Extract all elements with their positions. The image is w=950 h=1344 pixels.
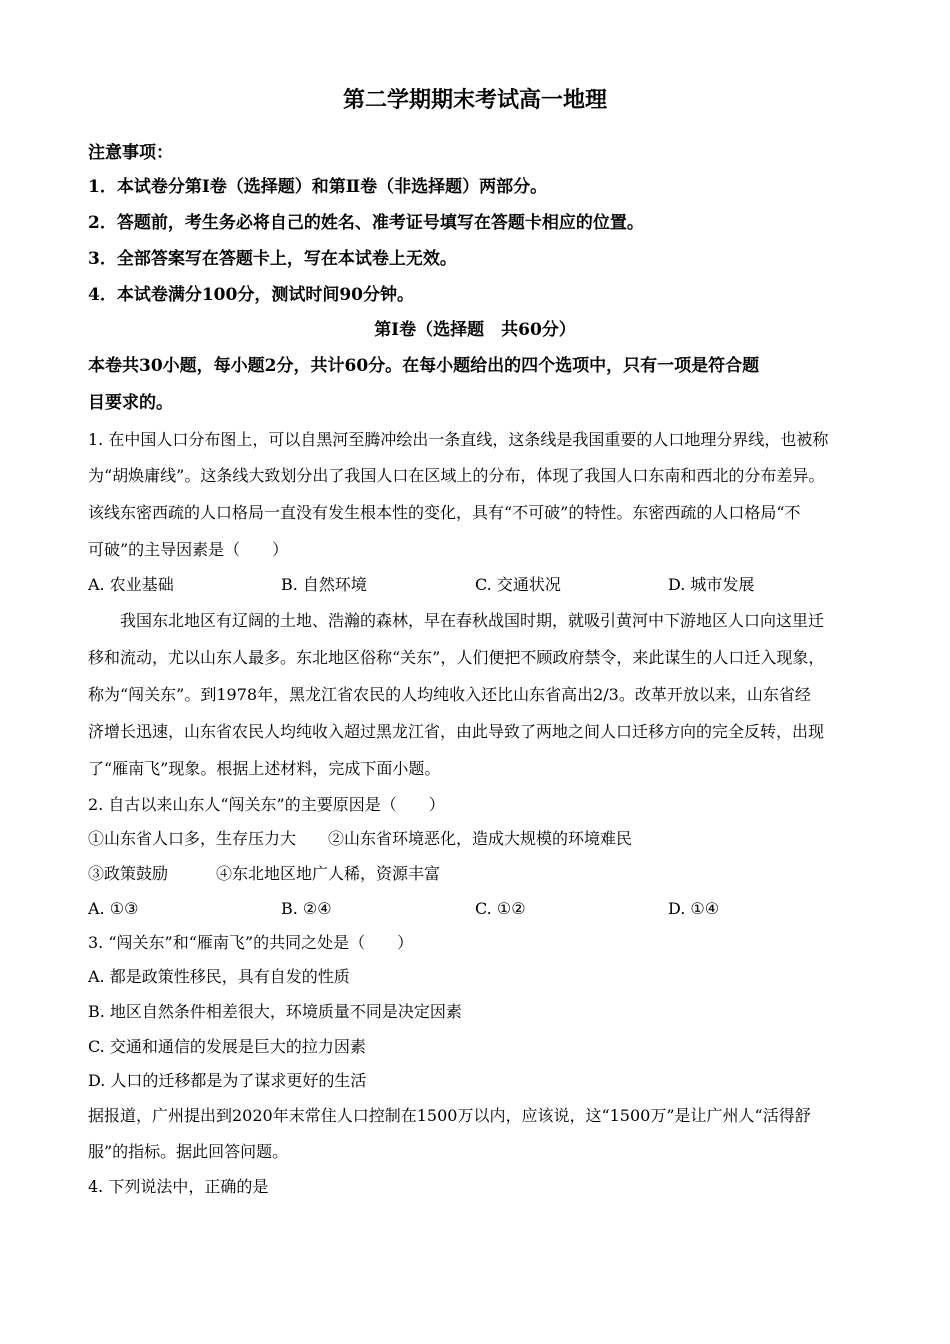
- passage-line: 称为“闯关东”。到1978年，黑龙江省农民的人均纯收入还比山东省高出2/3。改革开放以来，山东省经: [88, 685, 811, 704]
- section-instruction: 本卷共30小题，每小题2分，共计60分。在每小题给出的四个选项中，只有一项是符合题: [88, 356, 760, 376]
- question-stem: 4. 下列说法中，正确的是: [88, 1177, 269, 1196]
- passage-line: 据报道，广州提出到2020年末常住人口控制在1500万以内，应该说，这“1500万”是让广州人“活得舒: [88, 1106, 811, 1125]
- question-stem: 3. “闯关东”和“雁南飞”的共同之处是（ ）: [88, 933, 414, 952]
- option-b: B. 地区自然条件相差很大，环境质量不同是决定因素: [88, 1002, 462, 1021]
- section-heading: 第Ⅰ卷（选择题 共60分）: [374, 320, 576, 340]
- option-a: A. ①③: [88, 899, 139, 918]
- page-title: 第二学期期末考试高一地理: [342, 87, 607, 113]
- passage-line: 服”的指标。据此回答问题。: [88, 1142, 289, 1161]
- notes-heading: 注意事项：: [88, 143, 173, 163]
- statement-line: ①山东省人口多，生存压力大 ②山东省环境恶化，造成大规模的环境难民: [88, 829, 633, 848]
- option-c: C. 交通和通信的发展是巨大的拉力因素: [88, 1037, 366, 1056]
- question-stem: 2. 自古以来山东人“闯关东”的主要原因是（ ）: [88, 795, 445, 814]
- notes-item: 3．全部答案写在答题卡上，写在本试卷上无效。: [88, 249, 457, 269]
- notes-item: 1．本试卷分第Ⅰ卷（选择题）和第Ⅱ卷（非选择题）两部分。: [88, 177, 548, 197]
- option-d: D. 城市发展: [668, 575, 755, 594]
- option-a: A. 都是政策性移民，具有自发的性质: [88, 967, 350, 986]
- option-d: D. 人口的迁移都是为了谋求更好的生活: [88, 1071, 367, 1090]
- passage-line: 移和流动，尤以山东人最多。东北地区俗称“关东”，人们便把不顾政府禁令，来此谋生的人口迁入现象，: [88, 648, 825, 667]
- option-c: C. 交通状况: [475, 575, 561, 594]
- passage-line: 了“雁南飞”现象。根据上述材料，完成下面小题。: [88, 759, 441, 778]
- passage-line: 我国东北地区有辽阔的土地、浩瀚的森林，早在春秋战国时期，就吸引黄河中下游地区人口向这里迁: [120, 611, 825, 630]
- option-a: A. 农业基础: [88, 575, 174, 594]
- passage-line: 济增长迅速，山东省农民人均纯收入超过黑龙江省，由此导致了两地之间人口迁移方向的完全反转，出现: [88, 722, 825, 741]
- option-b: B. ②④: [281, 899, 332, 918]
- notes-item: 2．答题前，考生务必将自己的姓名、准考证号填写在答题卡相应的位置。: [88, 213, 644, 233]
- question-stem: 为“胡焕庸线”。这条线大致划分出了我国人口在区域上的分布，体现了我国人口东南和西北的分布差异。: [88, 466, 825, 485]
- question-stem: 可破”的主导因素是（ ）: [88, 540, 289, 559]
- option-d: D. ①④: [668, 899, 720, 918]
- option-b: B. 自然环境: [281, 575, 367, 594]
- section-instruction: 目要求的。: [88, 393, 173, 413]
- question-stem: 该线东密西疏的人口格局一直没有发生根本性的变化，具有“不可破”的特性。东密西疏的人口格局“不: [88, 503, 801, 522]
- option-c: C. ①②: [475, 899, 526, 918]
- statement-line: ③政策鼓励 ④东北地区地广人稀，资源丰富: [88, 864, 441, 883]
- notes-item: 4．本试卷满分100分，测试时间90分钟。: [88, 285, 414, 305]
- question-stem: 1. 在中国人口分布图上，可以自黑河至腾冲绘出一条直线，这条线是我国重要的人口地理分界线，也被称: [88, 430, 829, 449]
